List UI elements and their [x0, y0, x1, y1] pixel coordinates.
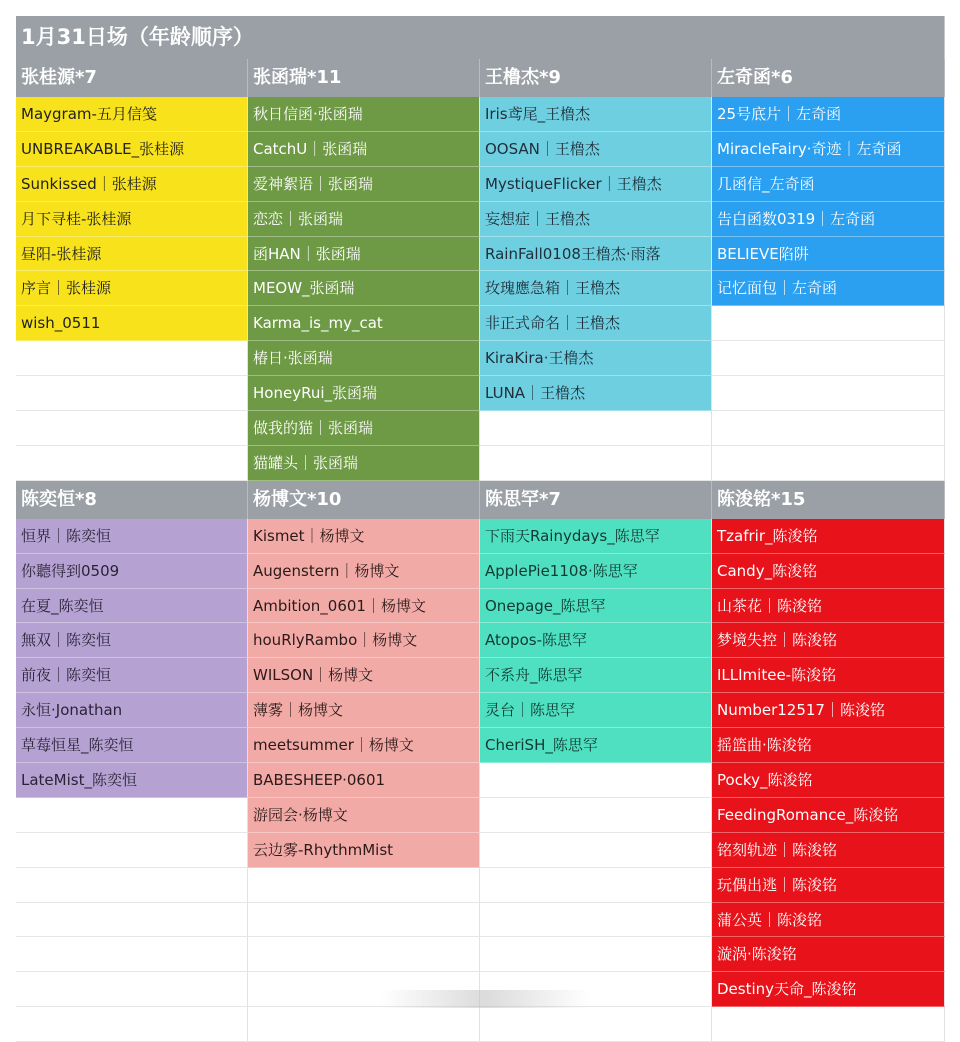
empty-cell: [712, 1007, 945, 1042]
empty-cell: [248, 903, 480, 938]
member-column: [248, 97, 480, 481]
schedule-sheet: [16, 16, 945, 1042]
fansite-entry: 草莓恒星_陈奕恒: [16, 728, 248, 763]
fansite-entry: 游园会·杨博文: [248, 798, 480, 833]
fansite-entry: 云边雾-RhythmMist: [248, 833, 480, 868]
empty-cell: [712, 376, 945, 411]
empty-cell: [16, 833, 248, 868]
member-header: 杨博文*10: [248, 481, 480, 519]
fansite-entry: 秋日信函·张函瑞: [248, 97, 480, 132]
fansite-entry: Kismet｜杨博文: [248, 519, 480, 554]
empty-cell: [16, 903, 248, 938]
fansite-entry: WILSON｜杨博文: [248, 658, 480, 693]
fansite-entry: 铭刻轨迹｜陈浚铭: [712, 833, 945, 868]
member-header: 陈奕恒*8: [16, 481, 248, 519]
fansite-entry: 山茶花｜陈浚铭: [712, 589, 945, 624]
fansite-entry: CheriSH_陈思罕: [480, 728, 712, 763]
member-header: 王橹杰*9: [480, 59, 712, 97]
empty-cell: [480, 868, 712, 903]
empty-cell: [16, 937, 248, 972]
empty-cell: [480, 833, 712, 868]
empty-cell: [248, 1007, 480, 1042]
empty-cell: [480, 937, 712, 972]
fansite-entry: LateMist_陈奕恒: [16, 763, 248, 798]
sheet-title: 1月31日场（年龄顺序）: [16, 16, 945, 59]
member-header: 张函瑞*11: [248, 59, 480, 97]
fansite-entry: MystiqueFlicker｜王橹杰: [480, 167, 712, 202]
member-column: [480, 97, 712, 481]
fansite-entry: 记忆面包｜左奇函: [712, 271, 945, 306]
member-column: [480, 519, 712, 1042]
fansite-entry: Pocky_陈浚铭: [712, 763, 945, 798]
member-column: [712, 519, 945, 1042]
fansite-entry: 摇篮曲·陈浚铭: [712, 728, 945, 763]
fansite-entry: 序言｜张桂源: [16, 271, 248, 306]
empty-cell: [480, 446, 712, 481]
fansite-entry: HoneyRui_张函瑞: [248, 376, 480, 411]
fansite-entry: 恒界｜陈奕恒: [16, 519, 248, 554]
group-header-row: [16, 59, 945, 97]
fansite-entry: BABESHEEP·0601: [248, 763, 480, 798]
fansite-entry: CatchU｜张函瑞: [248, 132, 480, 167]
fansite-entry: MiracleFairy·奇迹｜左奇函: [712, 132, 945, 167]
fansite-entry: 你聽得到0509: [16, 554, 248, 589]
fansite-entry: Number12517｜陈浚铭: [712, 693, 945, 728]
empty-cell: [16, 868, 248, 903]
fansite-entry: ILLImitee-陈浚铭: [712, 658, 945, 693]
fansite-entry: 爱神絮语｜张函瑞: [248, 167, 480, 202]
group-grid: [16, 97, 945, 481]
fansite-entry: 月下寻桂-张桂源: [16, 202, 248, 237]
fansite-entry: 函HAN｜张函瑞: [248, 237, 480, 272]
fansite-entry: 玩偶出逃｜陈浚铭: [712, 868, 945, 903]
fansite-entry: 漩涡·陈浚铭: [712, 937, 945, 972]
fansite-entry: 灵台｜陈思罕: [480, 693, 712, 728]
fansite-entry: 不系舟_陈思罕: [480, 658, 712, 693]
member-header: 陈浚铭*15: [712, 481, 945, 519]
fansite-entry: BELIEVE陷阱: [712, 237, 945, 272]
fansite-entry: Onepage_陈思罕: [480, 589, 712, 624]
fansite-entry: Tzafrir_陈浚铭: [712, 519, 945, 554]
fansite-entry: 昼阳-张桂源: [16, 237, 248, 272]
fansite-entry: meetsummer｜杨博文: [248, 728, 480, 763]
fansite-entry: Iris鸢尾_王橹杰: [480, 97, 712, 132]
empty-cell: [16, 341, 248, 376]
fansite-entry: wish_0511: [16, 306, 248, 341]
fansite-entry: 非正式命名｜王橹杰: [480, 306, 712, 341]
member-column: [248, 519, 480, 1042]
fansite-entry: UNBREAKABLE_张桂源: [16, 132, 248, 167]
fansite-entry: Candy_陈浚铭: [712, 554, 945, 589]
fansite-entry: 玫瑰應急箱｜王橹杰: [480, 271, 712, 306]
empty-cell: [480, 798, 712, 833]
empty-cell: [16, 1007, 248, 1042]
empty-cell: [480, 1007, 712, 1042]
fansite-entry: FeedingRomance_陈浚铭: [712, 798, 945, 833]
fansite-entry: 25号底片｜左奇函: [712, 97, 945, 132]
group-header-row: [16, 481, 945, 519]
empty-cell: [16, 972, 248, 1007]
fansite-entry: 椿日·张函瑞: [248, 341, 480, 376]
empty-cell: [248, 868, 480, 903]
fansite-entry: Destiny天命_陈浚铭: [712, 972, 945, 1007]
empty-cell: [712, 446, 945, 481]
fansite-entry: 前夜｜陈奕恒: [16, 658, 248, 693]
empty-cell: [16, 411, 248, 446]
member-column: [16, 519, 248, 1042]
empty-cell: [248, 937, 480, 972]
fansite-entry: 下雨天Rainydays_陈思罕: [480, 519, 712, 554]
empty-cell: [16, 376, 248, 411]
member-column: [712, 97, 945, 481]
fansite-entry: RainFall0108王橹杰·雨落: [480, 237, 712, 272]
fansite-entry: 在夏_陈奕恒: [16, 589, 248, 624]
empty-cell: [480, 411, 712, 446]
empty-cell: [712, 411, 945, 446]
member-header: 陈思罕*7: [480, 481, 712, 519]
fansite-entry: Atopos-陈思罕: [480, 623, 712, 658]
groups-container: [16, 59, 945, 1042]
empty-cell: [16, 446, 248, 481]
fansite-entry: LUNA｜王橹杰: [480, 376, 712, 411]
fansite-entry: houRlyRambo｜杨博文: [248, 623, 480, 658]
fansite-entry: 薄雾｜杨博文: [248, 693, 480, 728]
fansite-entry: 几函信_左奇函: [712, 167, 945, 202]
fansite-entry: ApplePie1108·陈思罕: [480, 554, 712, 589]
bottom-overlay: [380, 990, 590, 1008]
empty-cell: [712, 341, 945, 376]
fansite-entry: 猫罐头｜张函瑞: [248, 446, 480, 481]
fansite-entry: Augenstern｜杨博文: [248, 554, 480, 589]
fansite-entry: Karma_is_my_cat: [248, 306, 480, 341]
empty-cell: [712, 306, 945, 341]
member-column: [16, 97, 248, 481]
member-header: 左奇函*6: [712, 59, 945, 97]
group-grid: [16, 519, 945, 1042]
fansite-entry: 梦境失控｜陈浚铭: [712, 623, 945, 658]
fansite-entry: KiraKira·王橹杰: [480, 341, 712, 376]
fansite-entry: 做我的猫｜张函瑞: [248, 411, 480, 446]
empty-cell: [16, 798, 248, 833]
fansite-entry: 無双｜陈奕恒: [16, 623, 248, 658]
fansite-entry: Maygram-五月信笺: [16, 97, 248, 132]
fansite-entry: Sunkissed｜张桂源: [16, 167, 248, 202]
fansite-entry: MEOW_张函瑞: [248, 271, 480, 306]
empty-cell: [480, 763, 712, 798]
empty-cell: [480, 903, 712, 938]
fansite-entry: 告白函数0319｜左奇函: [712, 202, 945, 237]
fansite-entry: 蒲公英｜陈浚铭: [712, 903, 945, 938]
fansite-entry: 永恒·Jonathan: [16, 693, 248, 728]
fansite-entry: Ambition_0601｜杨博文: [248, 589, 480, 624]
member-header: 张桂源*7: [16, 59, 248, 97]
fansite-entry: 恋恋｜张函瑞: [248, 202, 480, 237]
fansite-entry: 妄想症｜王橹杰: [480, 202, 712, 237]
fansite-entry: OOSAN｜王橹杰: [480, 132, 712, 167]
